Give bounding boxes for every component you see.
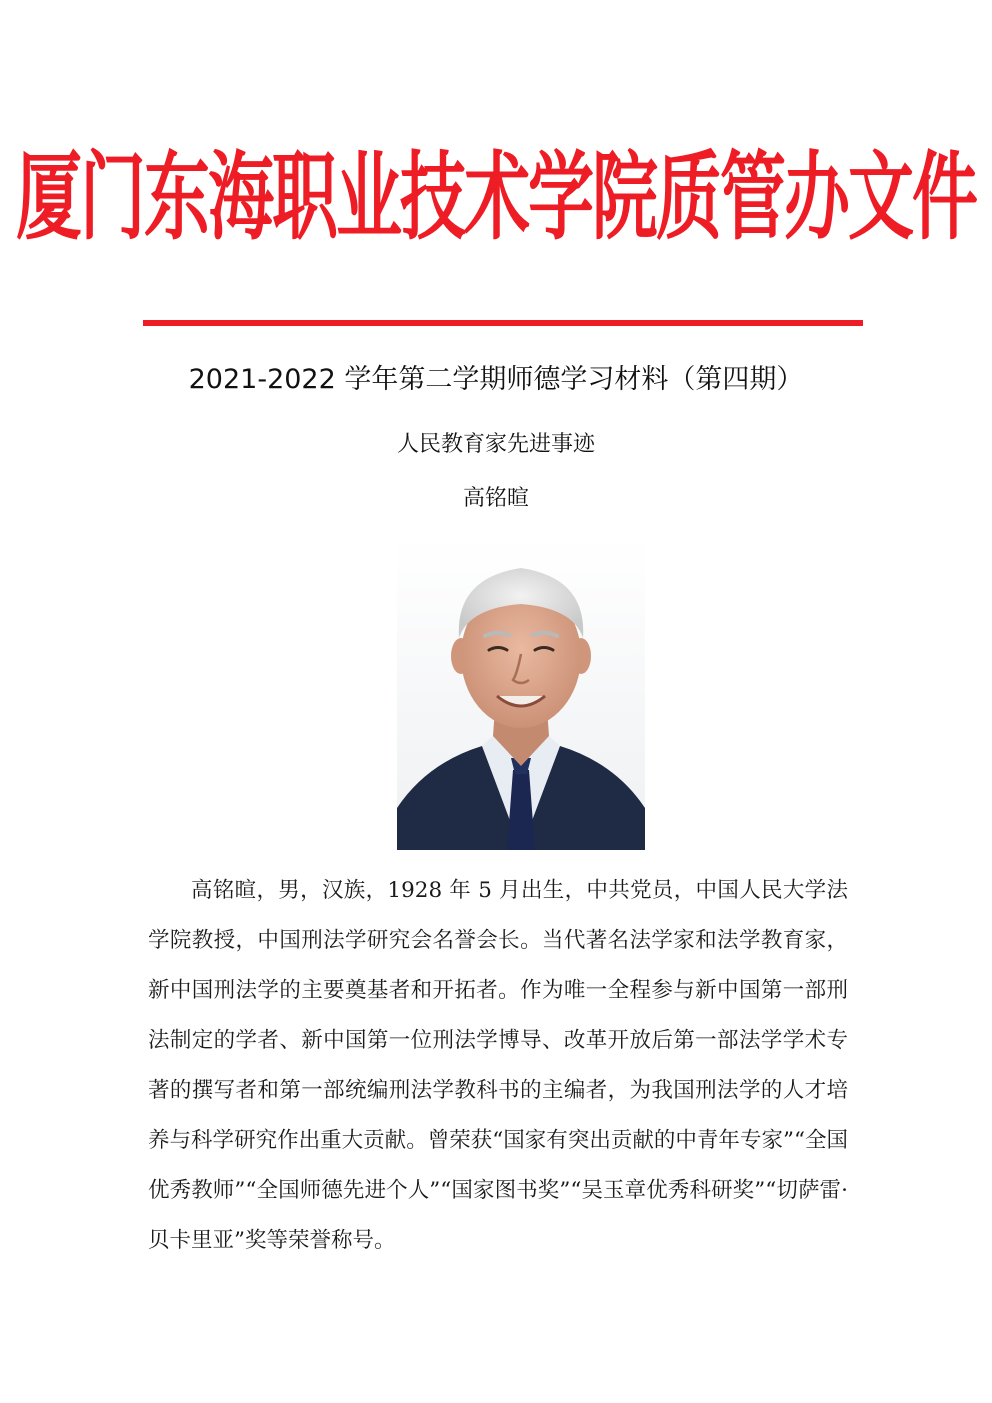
portrait-illustration <box>397 538 645 850</box>
document-title: 2021-2022 学年第二学期师德学习材料（第四期） <box>188 364 804 395</box>
header-divider <box>143 320 863 326</box>
portrait-photo <box>397 538 645 850</box>
person-name: 高铭暄 <box>462 486 529 511</box>
document-subtitle: 人民教育家先进事迹 <box>396 432 595 457</box>
document-header-title: 厦门东海职业技术学院质管办文件 <box>16 141 976 254</box>
biography-paragraph: 高铭暄，男，汉族，1928 年 5 月出生，中共党员，中国人民大学法学院教授，中国刑法学研究会名誉会长。当代著名法学家和法学教育家，新中国刑法学的主要奠基者和开拓者。作为唯一全程参与新中国第一部刑法制定的学者、新中国第一位刑法学博导、改革开放后第一部法学学术专著的撰写者和第一部统编刑法学教科书的主编者，为我国刑法学的人才培养与科学研究作出重大贡献。曾荣获“国家有突出贡献的中青年专家”“全国优秀教师”“全国师德先进个人”“国家图书奖”“吴玉章优秀科研奖”“切萨雷·贝卡里亚”奖等荣誉称号。 <box>148 878 848 1253</box>
